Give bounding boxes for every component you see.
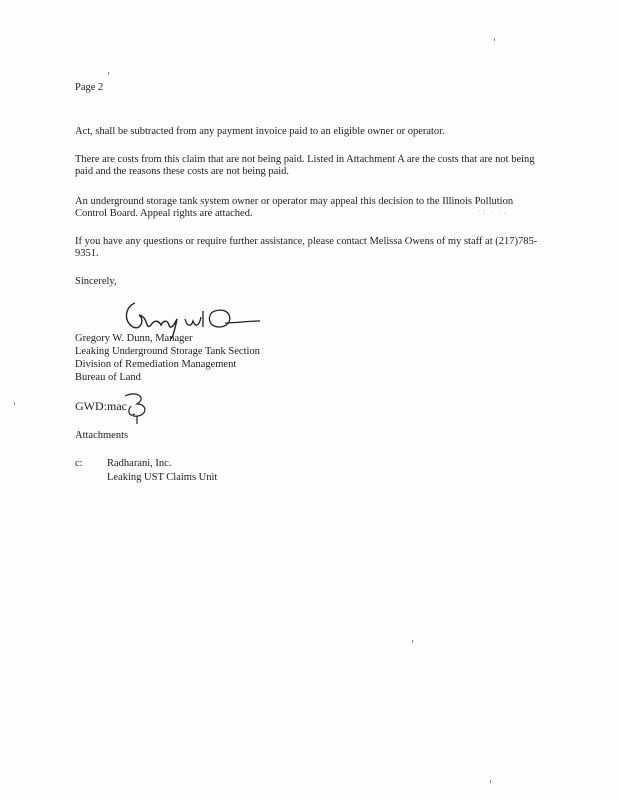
signer-bureau: Bureau of Land — [75, 372, 141, 383]
scan-noise: ·: ∙ ·. — [478, 207, 508, 216]
paragraph-payment-subtraction: Act, shall be subtracted from any payment invoice paid to an eligible owner or operator. — [75, 126, 445, 137]
closing: Sincerely, — [75, 276, 117, 287]
scan-speck — [490, 780, 491, 783]
handwritten-initials-mark — [117, 388, 153, 424]
signature-block — [75, 333, 545, 385]
scan-speck — [108, 72, 109, 75]
scan-speck — [14, 402, 15, 405]
cc-recipients — [107, 458, 217, 486]
scan-speck — [412, 640, 413, 643]
paragraph-costs-not-paid: There are costs from this claim that are not being paid. Listed in Attachment A are the costs that are not being paid and the reasons these costs are not being paid. — [75, 154, 535, 177]
scan-speck — [494, 38, 495, 41]
paragraph-contact: If you have any questions or require further assistance, please contact Melissa Owens of my staff at (217)785-9351. — [75, 236, 538, 259]
attachments-label: Attachments — [75, 430, 129, 441]
cc-label: c: — [75, 458, 83, 469]
signer-name-title: Gregory W. Dunn, Manager — [75, 333, 193, 344]
paragraph-appeal-rights: An underground storage tank system owner or operator may appeal this decision to the Illinois Pollution Control Board. Appeal rights are attached. — [75, 196, 514, 219]
signer-section: Leaking Underground Storage Tank Section — [75, 346, 260, 357]
page-number: Page 2 — [75, 82, 104, 93]
cc-recipient: Leaking UST Claims Unit — [107, 472, 218, 483]
signer-division: Division of Remediation Management — [75, 359, 237, 370]
cc-recipient: Radharani, Inc. — [107, 458, 172, 469]
typist-initials: GWD:mac — [75, 399, 127, 413]
